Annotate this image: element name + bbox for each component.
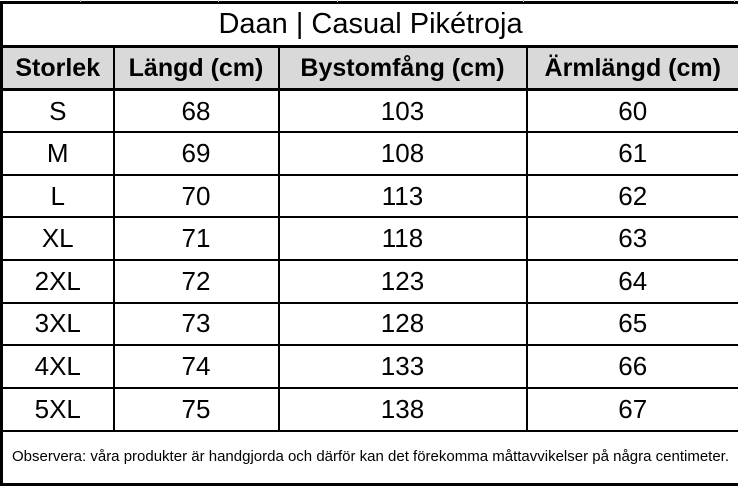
column-header-bystomfang: Bystomfång (cm) (279, 47, 527, 90)
measurement-cell: 62 (527, 175, 738, 218)
measurement-cell: 68 (114, 90, 279, 133)
spreadsheet-gridline-tick (523, 0, 524, 2)
table-row (2, 260, 738, 303)
table-title: Daan | Casual Pikétroja (2, 3, 738, 47)
size-label-cell: M (2, 132, 114, 175)
footnote: Observera: våra produkter är handgjorda och därför kan det förekomma måttavvikelser på några centimeter. (2, 431, 738, 485)
size-rows (2, 90, 738, 431)
column-header-storlek: Storlek (2, 47, 114, 90)
measurement-cell: 61 (527, 132, 738, 175)
measurement-cell: 64 (527, 260, 738, 303)
table-row (2, 217, 738, 260)
measurement-cell: 60 (527, 90, 738, 133)
size-label-cell: XL (2, 217, 114, 260)
size-label-cell: 4XL (2, 345, 114, 388)
spreadsheet-gridline-tick (218, 0, 219, 2)
size-label-cell: 2XL (2, 260, 114, 303)
measurement-cell: 123 (279, 260, 527, 303)
size-label-cell: 3XL (2, 303, 114, 346)
measurement-cell: 65 (527, 303, 738, 346)
title-row (2, 3, 738, 47)
measurement-cell: 66 (527, 345, 738, 388)
footnote-row (2, 431, 738, 485)
measurement-cell: 63 (527, 217, 738, 260)
measurement-cell: 72 (114, 260, 279, 303)
measurement-cell: 75 (114, 388, 279, 431)
measurement-cell: 108 (279, 132, 527, 175)
table-row (2, 345, 738, 388)
table-row (2, 90, 738, 133)
measurement-cell: 73 (114, 303, 279, 346)
spreadsheet-gridline-tick (734, 0, 735, 2)
measurement-cell: 69 (114, 132, 279, 175)
measurement-cell: 118 (279, 217, 527, 260)
measurement-cell: 71 (114, 217, 279, 260)
table-row (2, 388, 738, 431)
size-table (0, 1, 738, 486)
measurement-cell: 113 (279, 175, 527, 218)
size-label-cell: S (2, 90, 114, 133)
measurement-cell: 74 (114, 345, 279, 388)
measurement-cell: 138 (279, 388, 527, 431)
size-label-cell: L (2, 175, 114, 218)
table-row (2, 132, 738, 175)
table-row (2, 303, 738, 346)
table-row (2, 175, 738, 218)
column-header-armlangd: Ärmlängd (cm) (527, 47, 738, 90)
spreadsheet-gridline-tick (337, 0, 338, 2)
column-header-langd: Längd (cm) (114, 47, 279, 90)
size-label-cell: 5XL (2, 388, 114, 431)
measurement-cell: 103 (279, 90, 527, 133)
measurement-cell: 133 (279, 345, 527, 388)
spreadsheet-gridline-tick (80, 0, 81, 2)
measurement-cell: 67 (527, 388, 738, 431)
measurement-cell: 128 (279, 303, 527, 346)
measurement-cell: 70 (114, 175, 279, 218)
header-row (2, 47, 738, 90)
